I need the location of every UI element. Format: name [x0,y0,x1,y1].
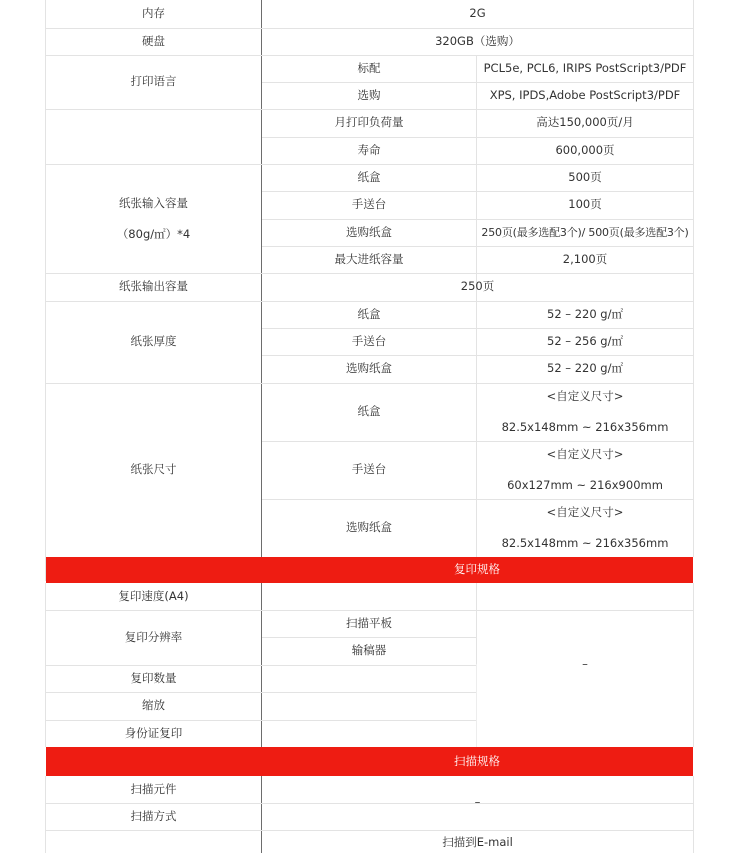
print-language-optional-label: 选购 [357,87,381,102]
scan-flatbed-label: 扫描平板 [346,615,392,630]
paper-input-row-label: 选购纸盒 [346,224,392,239]
scan-spec-title: 扫描规格 [454,753,500,768]
memory-label: 内存 [142,6,165,21]
paper-input-row-value: 500页 [568,169,602,184]
print-language-optional-value: XPS, IPDS,Adobe PostScript3/PDF [489,87,681,102]
paper-size-row-label: 手送台 [351,462,387,477]
scan-element-label: 扫描元件 [130,781,177,796]
zoom-label: 缩放 [142,698,165,713]
grid-line [693,776,694,853]
hdd-value: 320GB（选购） [435,33,520,48]
copy-spec-header [46,557,693,583]
paper-output-value: 250页 [460,279,495,294]
paper-size-custom-label: <自定义尺寸> [546,505,624,520]
paper-thickness-row-value: 52 – 220 g/㎡ [547,361,623,376]
print-language-label: 打印语言 [130,74,177,89]
paper-input-label: 纸张输入容量 [119,196,188,211]
paper-input-row-label: 最大进纸容量 [334,251,404,266]
scan-to-email: 扫描到E-mail [442,835,513,850]
paper-input-row-label: 纸盒 [357,169,381,184]
paper-thickness-row-label: 纸盒 [357,306,381,321]
paper-size-custom-label: <自定义尺寸> [546,389,624,404]
id-card-copy-label: 身份证复印 [124,725,183,740]
paper-output-label: 纸张输出容量 [119,279,188,294]
paper-thickness-row-value: 52 – 256 g/㎡ [547,333,623,348]
paper-input-row-value: 100页 [568,197,602,212]
scan-method-label: 扫描方式 [130,808,177,823]
paper-size-row-label: 选购纸盒 [346,520,392,535]
paper-input-row-label: 手送台 [351,197,387,212]
paper-thickness-label: 纸张厚度 [130,334,177,349]
copy-speed-label: 复印速度(A4) [118,588,189,603]
paper-thickness-row-label: 手送台 [351,333,387,348]
paper-thickness-row-label: 选购纸盒 [346,361,392,376]
memory-value: 2G [469,6,486,21]
paper-size-row-label: 纸盒 [357,404,381,419]
monthly-duty-label: 月打印负荷量 [334,115,404,130]
paper-size-range: 82.5x148mm ~ 216x356mm [501,420,669,435]
scan-spec-value: – [474,795,481,810]
row-line [46,830,693,831]
paper-size-custom-label: <自定义尺寸> [546,447,624,462]
paper-input-note: （80g/㎡）*4 [116,227,191,242]
scan-spec-header [46,747,693,776]
paper-input-row-value: 2,100页 [562,251,608,266]
monthly-duty-value: 高达150,000页/月 [536,115,634,130]
copy-spec-title: 复印规格 [454,562,500,577]
copy-spec-value: – [582,657,588,672]
life-label: 寿命 [357,142,381,157]
copy-quantity-label: 复印数量 [130,670,177,685]
grid-line [693,583,694,747]
copy-resolution-label: 复印分辨率 [124,629,183,644]
print-language-standard-value: PCL5e, PCL6, IRIPS PostScript3/PDF [483,60,687,75]
document-feeder-label: 输稿器 [351,643,387,658]
hdd-label: 硬盘 [142,33,165,48]
grid-line [693,0,694,557]
paper-size-range: 82.5x148mm ~ 216x356mm [501,536,669,551]
paper-input-row-value: 250页(最多选配3个)/ 500页(最多选配3个) [481,225,689,239]
print-language-standard-label: 标配 [357,60,381,75]
paper-thickness-row-value: 52 – 220 g/㎡ [547,306,623,321]
paper-size-range: 60x127mm ~ 216x900mm [507,478,663,493]
life-value: 600,000页 [555,142,615,157]
paper-size-label: 纸张尺寸 [130,462,177,477]
